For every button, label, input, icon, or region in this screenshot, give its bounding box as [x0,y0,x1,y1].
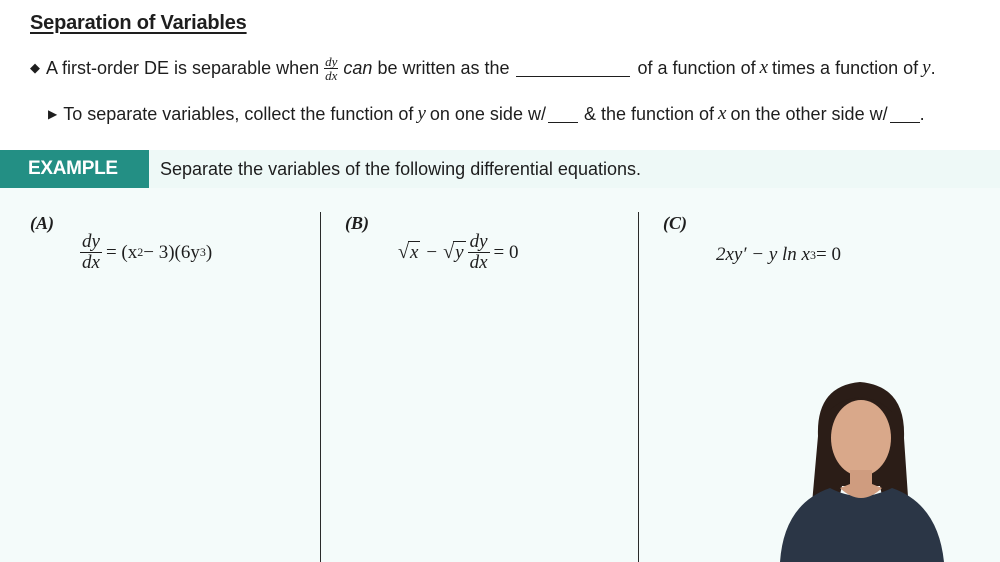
fill-blank-3 [890,106,920,123]
problem-a-rhs-3: ) [205,241,213,263]
problem-a-rhs-2: − 3)(6y [143,241,200,263]
triangle-bullet-icon: ▶ [48,107,58,121]
problem-b-rhs: = 0 [493,241,519,263]
definition-text-3: be written as the [377,57,510,78]
example-tag: EXAMPLE [0,150,149,188]
problem-c-exp: 3 [810,247,816,262]
fraction-numerator: dy [325,53,338,69]
column-divider-2 [638,212,639,562]
problem-a-exp-1: 2 [137,245,144,259]
sub-var-x: x [718,103,727,124]
page-title: Separation of Variables [30,12,247,34]
presenter-face [831,400,891,476]
column-divider-1 [320,212,321,562]
problem-a-exp-2: 3 [199,245,206,259]
problem-b-label: (B) [345,213,369,233]
problem-c-rhs: = 0 [816,244,841,265]
fill-blank-1 [516,60,630,77]
sub-text-4: on the other side w/ [730,103,888,124]
sub-text-1: To separate variables, collect the function of [63,103,414,124]
problem-b-equation [398,232,518,273]
definition-text-4: of a function of [637,57,756,78]
sqrt-y-radicand: y [455,242,464,263]
problem-a-fraction [80,232,102,273]
problem-b-minus: − [426,241,438,263]
sub-var-y: y [417,103,426,124]
var-x: x [759,57,769,78]
fraction-denominator: dx [325,67,338,83]
problem-c-lhs: 2xy′ − y ln x [716,244,810,265]
dy-dx-fraction [324,55,338,82]
sqrt-x-radicand: x [409,242,419,263]
presenter-video [760,376,960,562]
problem-a-equation [80,232,212,273]
problem-a-denominator: dx [82,252,100,273]
sub-text-3: & the function of [583,103,715,124]
sqrt-y: √ y [443,241,464,263]
definition-end: . [930,57,936,78]
diamond-bullet-icon: ◆ [30,60,40,75]
fill-blank-2 [548,106,578,123]
definition-can: can [343,57,373,78]
problem-c-equation [716,244,841,266]
sub-bullet [48,101,925,127]
problem-a-rhs-1: = (x [105,241,138,263]
example-instruction: Separate the variables of the following differential equations. [160,158,641,179]
definition-text-1: A first-order DE is separable when [46,57,320,78]
problem-c-label: (C) [663,213,687,233]
problem-b-numerator: dy [469,231,488,252]
sqrt-x: √ x [398,241,419,263]
problem-a-numerator: dy [82,231,100,252]
problem-b-fraction [468,232,490,273]
definition-bullet [30,52,936,84]
problem-a-label: (A) [30,213,54,233]
presenter-shirt [780,488,944,562]
definition-text-5: times a function of [772,57,919,78]
var-y: y [922,57,931,78]
problem-b-denominator: dx [469,252,488,273]
sub-end: . [919,103,925,124]
sub-text-2: on one side w/ [429,103,546,124]
